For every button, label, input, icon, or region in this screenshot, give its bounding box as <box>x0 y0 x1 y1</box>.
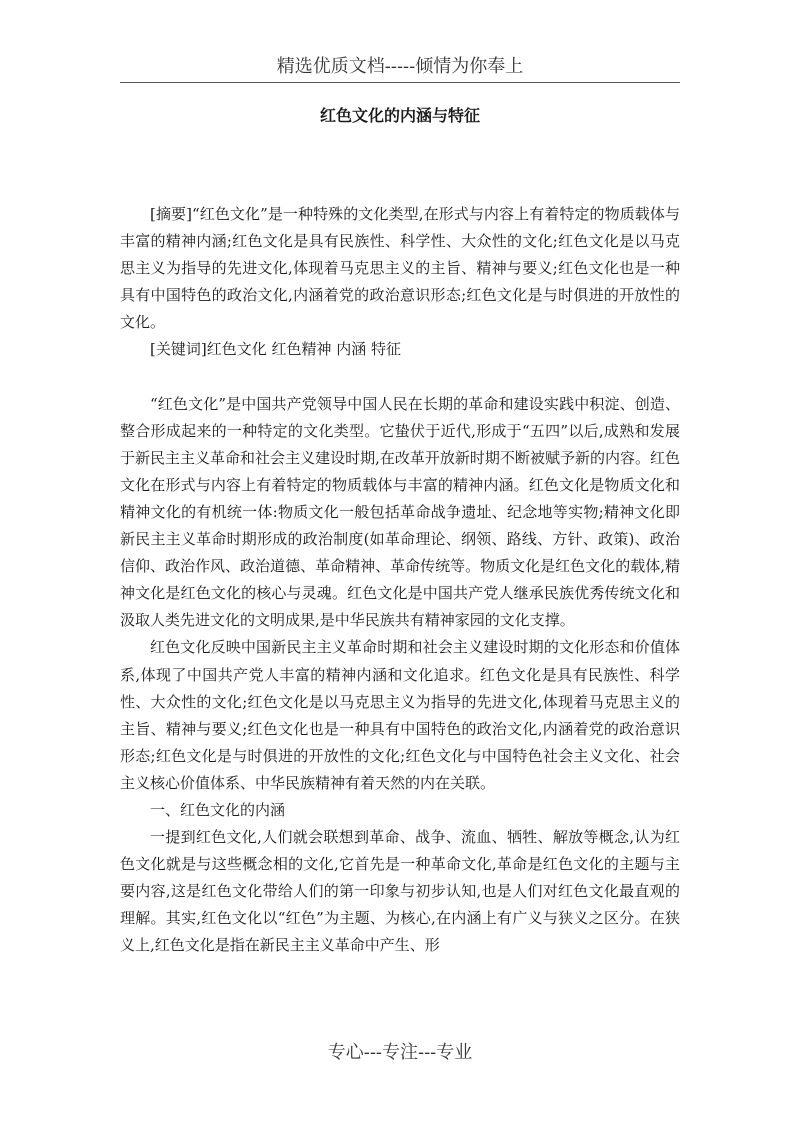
body-paragraph: 一提到红色文化,人们就会联想到革命、战争、流血、牺牲、解放等概念,认为红色文化就是与这些概念相的文化,它首先是一种革命文化,革命是红色文化的主题与主要内容,这是红色文化带给人们的第一印象与初步认知,也是人们对红色文化最直观的理解。其实,红色文化以“红色”为主题、为核心,在内涵上有广义与狭义之区分。在狭义上,红色文化是指在新民主主义革命中产生、形 <box>120 828 680 955</box>
body-paragraph: “红色文化”是中国共产党领导中国人民在长期的革命和建设实践中积淀、创造、整合形成起来的一种特定的文化类型。它蛰伏于近代,形成于“五四”以后,成熟和发展于新民主主义革命和社会主义建设时期,在改革开放新时期不断被赋予新的内容。红色文化在形式与内容上有着特定的物质载体与丰富的精神内涵。红色文化是物质文化和精神文化的有机统一体:物质文化一般包括革命战争遗址、纪念地等实物;精神文化即新民主主义革命时期形成的政治制度(如革命理论、纲领、路线、方针、政策)、政治信仰、政治作风、政治道德、革命精神、革命传统等。物质文化是红色文化的载体,精神文化是红色文化的核心与灵魂。红色文化是中国共产党人继承民族优秀传统文化和汲取人类先进文化的文明成果,是中华民族共有精神家园的文化支撑。 <box>120 394 680 630</box>
page-header: 精选优质文档-----倾情为你奉上 <box>276 56 524 77</box>
document-body <box>120 201 680 960</box>
document-title: 红色文化的内涵与特征 <box>319 106 480 125</box>
page-footer: 专心---专注---专业 <box>327 1042 473 1063</box>
section-heading: 一、红色文化的内涵 <box>150 800 286 819</box>
header-rule <box>120 82 680 83</box>
abstract-paragraph: [摘要]“红色文化”是一种特殊的文化类型,在形式与内容上有着特定的物质载体与丰富的精神内涵;红色文化是具有民族性、科学性、大众性的文化;红色文化是以马克思主义为指导的先进文化,体现着马克思主义的主旨、精神与要义;红色文化也是一种具有中国特色的政治文化,内涵着党的政治意识形态;红色文化是与时俱进的开放性的文化。 <box>120 205 680 332</box>
keywords-line: [关键词]红色文化 红色精神 内涵 特征 <box>150 340 402 359</box>
body-paragraph: 红色文化反映中国新民主主义革命时期和社会主义建设时期的文化形态和价值体系,体现了中国共产党人丰富的精神内涵和文化追求。红色文化是具有民族性、科学性、大众性的文化;红色文化是以马克思主义为指导的先进文化,体现着马克思主义的主旨、精神与要义;红色文化也是一种具有中国特色的政治文化,内涵着党的政治意识形态;红色文化是与时俱进的开放性的文化;红色文化与中国特色社会主义文化、社会主义核心价值体系、中华民族精神有着天然的内在关联。 <box>120 638 680 792</box>
